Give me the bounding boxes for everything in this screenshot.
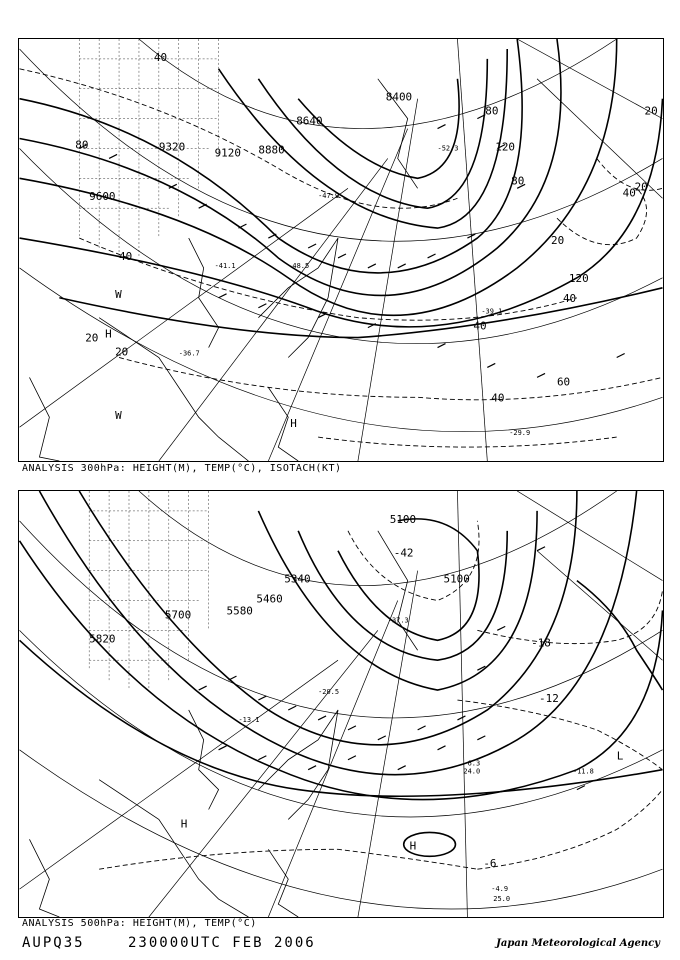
height-contour [298,79,459,179]
temp-sample: 25.0 [493,895,511,904]
isotherm-label: -6 [483,857,497,871]
wind-barbs [199,547,585,790]
latitude [20,521,663,718]
height-label: 8640 [296,114,323,128]
isotach-label: 40 [622,186,636,200]
isotach-label: 120 [568,271,589,285]
meridian [149,630,378,917]
latitude [20,148,663,343]
isotherm [457,700,662,770]
temp-sample: -48.5 [288,261,310,270]
meridian [20,188,348,427]
isotach [119,357,662,399]
pressure-center-label: H [105,327,112,341]
height-label: 5460 [256,592,283,606]
isotherm-label: -42 [393,546,414,560]
height-contour [219,49,508,228]
pressure-center-label: H [290,417,297,431]
graticule [20,39,663,461]
meridian [457,39,487,461]
height-contour [20,39,617,315]
coast-korea [189,238,219,347]
height-label: 9320 [158,140,186,154]
isotach-label: 20 [644,104,658,118]
isotach-label: 80 [511,174,525,188]
height-contour [79,491,577,745]
temp-sample: -11.8 [572,767,594,776]
meridian [517,39,662,119]
temp-sample: -52.3 [437,144,459,153]
coast-indochina [29,377,59,461]
hatched-region [79,39,218,258]
height-label: 5100 [443,572,470,586]
temp-sample: -4.9 [491,885,509,894]
meridian [268,600,397,917]
height-contours [20,491,663,856]
temp-sample: -36.7 [178,349,200,358]
isotach-label: 80 [75,138,89,152]
height-label: 9600 [89,190,116,204]
height-contour [258,59,487,208]
map-500hpa [18,490,664,918]
map-500hpa-canvas [19,491,663,917]
height-label: 8880 [258,143,285,157]
pressure-center-label: H [180,817,188,831]
valid-time: 230000UTC FEB 2006 [128,935,316,951]
map-300hpa [18,38,664,462]
hatched-region [89,491,208,690]
temp-sample: -29.9 [509,429,531,438]
isotach-label: 40 [473,319,487,333]
coast-china [99,318,248,461]
height-contour [20,541,663,800]
temp-sample: 24.0 [463,767,481,776]
agency-credit: Japan Meteorological Agency [496,938,660,949]
coast-indochina [29,839,59,917]
temp-sample: -20.5 [318,688,340,697]
isotach-label: 40 [119,249,133,263]
height-label: 5700 [164,608,192,622]
height-label: 9120 [214,146,241,160]
isotach-label: 20 [85,331,99,345]
pressure-center-label: L [616,749,624,763]
panel-caption-500hpa: ANALYSIS 500hPa: HEIGHT(M), TEMP(°C) [22,918,257,929]
height-contour [20,39,561,295]
height-contour [258,511,537,690]
chart-id: AUPQ35 [22,935,85,951]
height-label: 5100 [389,512,417,526]
height-label: 5580 [226,604,253,618]
temp-sample: -13.1 [238,715,260,724]
height-contour [39,491,636,775]
isotach-label: 120 [495,140,516,154]
isotach-label: 40 [562,291,577,305]
height-label: 5340 [284,572,311,586]
temp-sample: -6.3 [463,759,481,768]
temp-sample: -37.3 [387,616,409,625]
isotach-label: 40 [153,50,168,64]
isotach-label: 60 [556,375,571,389]
isotherm [477,790,662,870]
temp-sample: -39.1 [481,307,503,316]
coastline [29,531,417,917]
height-label: 5820 [89,632,116,646]
isotherm-label: -12 [539,692,559,706]
latitude [20,630,663,817]
meridian [537,551,662,660]
panel-caption-300hpa: ANALYSIS 300hPa: HEIGHT(M), TEMP(°C), ISOTACH(KT) [22,463,342,474]
pressure-center-label: W [115,409,122,423]
temp-sample: -47.9 [318,192,340,201]
isotach-label: 20 [551,234,565,248]
isotherm [99,849,477,869]
meridian [457,491,467,917]
coast-china [99,780,248,917]
temp-sample: -41.1 [214,261,236,270]
pressure-center-label: W [115,287,122,301]
coast-japan [258,238,338,357]
isotach-label: 40 [491,391,505,405]
meridian [358,99,418,461]
isotach-label: 20 [115,345,129,359]
isotherm-label: -18 [531,636,551,650]
isotach-label: 80 [485,104,499,118]
map-300hpa-canvas [19,39,663,461]
latitude [20,49,663,241]
isotach-label: 20 [634,180,648,194]
isotach [318,437,617,447]
isotachs [20,69,663,447]
height-label: 8400 [385,90,413,104]
latitude [139,39,617,129]
pressure-center-label: H [409,839,417,853]
meridian [517,491,662,581]
